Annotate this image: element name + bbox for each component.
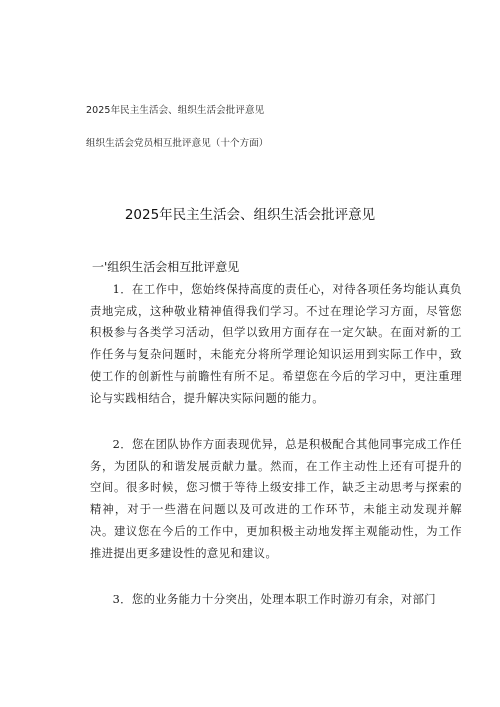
body-paragraph: 1．在工作中，您始终保持高度的责任心，对待各项任务均能认真负责地完成，这种敬业精神值得我们学习。不过在理论学习方面，尽管您积极参与各类学习活动，但学以致用方面存在一定欠缺。在面对新的工作任务与复杂问题时，未能充分将所学理论知识运用到实际工作中，致使工作的创新性与前瞻性有所不足。希望您在今后的学习中，更注重理论与实践相结合，提升解决实际问题的能力。 [90,283,462,405]
document-title: 2025年民主生活会、组织生活会批评意见 [124,207,376,223]
toc-entry[interactable]: 2025年民主生活会、组织生活会批评意见 [86,105,265,116]
toc-entry[interactable]: 组织生活会党员相互批评意见（十个方面） [86,138,269,149]
body-paragraph: 3．您的业务能力十分突出，处理本职工作时游刃有余，对部门 [112,593,436,606]
body-paragraph: 2．您在团队协作方面表现优异，总是积极配合其他同事完成工作任务，为团队的和谐发展贡献力量。然而，在工作主动性上还有可提升的空间。很多时候，您习惯于等待上级安排工作，缺乏主动思考与探索的精神，对于一些潜在问题以及可改进的工作环节，未能主动发现并解决。建议您在今后的工作中，更加积极主动地发挥主观能动性，为工作推进提出更多建设性的意见和建议。 [90,438,462,560]
section-heading: 一'组织生活会相互批评意见 [92,260,240,274]
